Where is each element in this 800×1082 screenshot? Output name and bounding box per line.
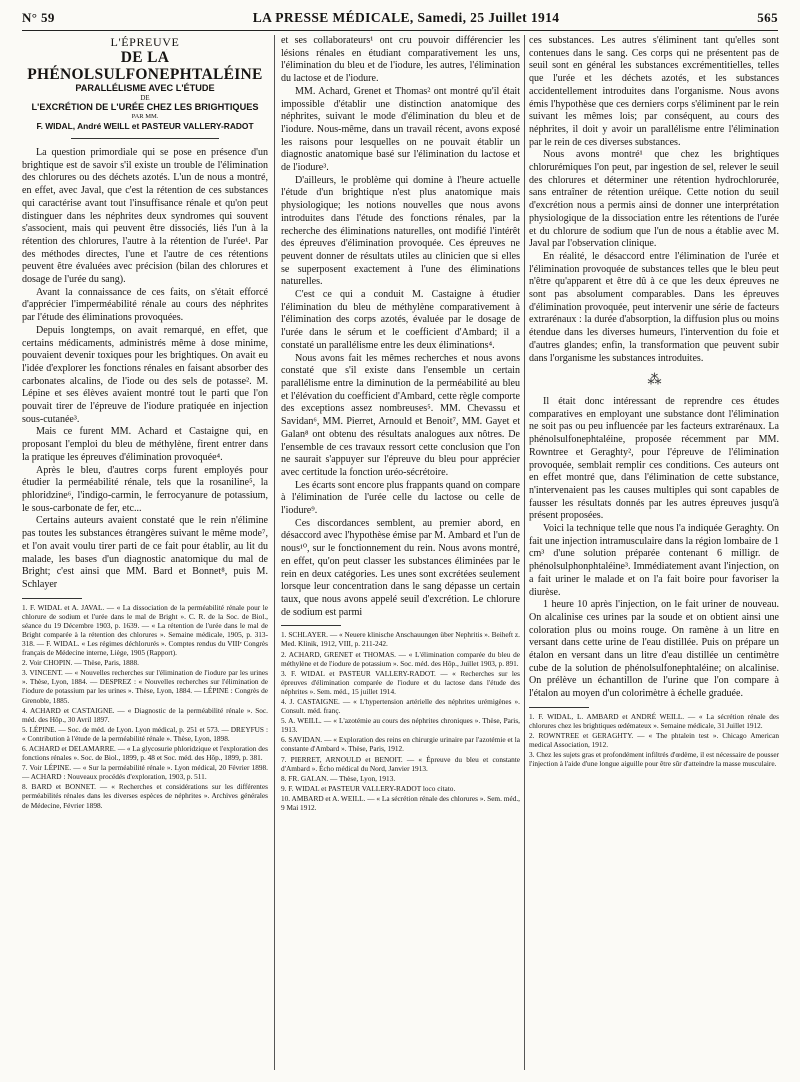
paragraph: 1 heure 10 après l'injection, on le fait uriner de nouveau. On alcalinise ces urines par la soude et on obtient ainsi une coloration plus ou moins rouge. On ramène à un litre en versant dans cette urine de l'eau distillée. Puis on prépare un étalon en versant dans un litre d'eau distillée un centimètre cube de la solution de phénolsulfonephtaléine; on alcalinise. On prélève un échantillon de l'urine que l'on compare à l'étalon au moyen d'un colorimètre à échelle graduée. — [529, 599, 779, 700]
article-title: DE LA PHÉNOLSULFONEPHTALÉINE — [27, 49, 263, 83]
paragraph: D'ailleurs, le problème qui domine à l'heure actuelle l'étude d'un brightique n'est plus anatomique mais physiologique; les notions nouvelles que nous avons introduites dans l'étude des fonctions rénales, par la recherche des éliminations naturelles, ont modifié l'intérêt des épreuves d'élimination provoquée. Ces épreuves ne peuvent donner de résultats utiles au clinicien que si elles se superposent exactement à l'une des éliminations naturelles. — [281, 174, 520, 288]
paragraph: Certains auteurs avaient constaté que le rein n'élimine pas toutes les substances étrangères suivant le même mode⁷, et l'on avait voulu tirer parti de ce fait pour établir, au lit du malade, les bases d'un diagnostic anatomique du mal de Bright; c'est ainsi que MM. Bard et Bonnet⁸, puis M. Schlayer — [22, 515, 268, 590]
footnote: 3. Chez les sujets gras et profondément infiltrés d'œdème, il est nécessaire de pousser l'injection à l'aide d'une longue aiguille pour être sûr d'atteindre la masse musculaire. — [529, 750, 779, 769]
paragraph: Depuis longtemps, on avait remarqué, en effet, que certains médicaments, administrés même à dose minime, pouvaient devenir toxiques pour les brightiques. On avait eu l'idée d'explorer les fonctions rénales en faisant absorber des carbonates alcalins, de l'iode ou des sels de potasse². M. Lépine et ses élèves avaient montré tout le parti que l'on pouvait tirer de l'épreuve de l'iodure pratiquée en injection sous-cutanée³. — [22, 324, 268, 425]
footnote: 3. F. WIDAL et PASTEUR VALLERY-RADOT. — « Recherches sur les épreuves d'élimination comparée de l'iodure et du lactose dans l'étude des néphrites ». Sem. méd., 15 juillet 1914. — [281, 668, 520, 696]
footnote: 10. AMBARD et A. WEILL. — « La sécrétion rénale des chlorures ». Sem. méd., 9 Mai 1912. — [281, 793, 520, 813]
footnote: 1. F. WIDAL et A. JAVAL. — « La dissociation de la perméabilité rénale pour le chlorure de sodium et l'urée dans le mal de Bright ». C. R. de la Soc. de Biol., séance du 19 Décembre 1903, p. 1639. — « La rétention de l'urée dans le mal de Bright comparée à la rétention des chlorures ». Semaine médicale, 1905, p. 313-318. — F. WIDAL. « Les régimes déchlorurés ». Comptes rendus du VIIIᵉ Congrès français de Médecine interne, Liège, 1905 (Rapport). — [22, 602, 268, 658]
page-header — [22, 7, 778, 29]
article-authors: F. WIDAL, André WEILL et PASTEUR VALLERY-RADOT — [36, 121, 254, 131]
header-rule — [22, 30, 778, 31]
paragraph: Les écarts sont encore plus frappants quand on compare à l'élimination de l'urée celle du lactose ou celle de l'iodure⁹. — [281, 479, 520, 517]
footnote-rule — [529, 707, 589, 708]
column-1 — [22, 35, 268, 1075]
paragraph: Il était donc intéressant de reprendre ces études comparatives en employant une substance dont l'élimination ne soit pas ou peu influencée par les facteurs extrarénaux. La phénolsulfonephtaléine, proposée récemment par MM. Rowntree et Geraghty², pour l'épreuve de l'élimination provoquée, semblait remplir ces conditions. Ces auteurs ont en effet montré que, dans l'élimination de cette substance, n'intervenaient pas les causes multiples qui sont capables de fausser les résultats donnés par les autres épreuves jusqu'à présent proposées. — [529, 395, 779, 522]
footnote: 7. PIERRET, ARNOULD et BENOIT. — « Épreuve du bleu et constante d'Ambard ». Écho médical du Nord, Janvier 1913. — [281, 754, 520, 773]
footnote: 2. ACHARD, GRENET et THOMAS. — « L'élimination comparée du bleu de méthylène et de l'iodure de potassium ». Soc. méd. des Hôp., Juillet 1903, p. 891. — [281, 649, 520, 668]
column-rule-1 — [274, 35, 275, 1070]
article-subtitle-2: L'EXCRÉTION DE L'URÉE CHEZ LES BRIGHTIQUES — [31, 102, 259, 112]
paragraph: Voici la technique telle que nous l'a indiquée Geraghty. On fait une injection intramusculaire dans la région lombaire de 1 cm³ d'une solution préparée contenant 6 milligr. de phénolsulphonphtaléine³. Immédiatement avant l'injection, on a fait uriner le malade et on l'a fait boire pour favoriser la diurèse. — [529, 523, 779, 598]
paragraph: ces substances. Les autres s'éliminent tant qu'elles sont contenues dans le sang. Ces corps qui ne présentent pas de seuil sont en général les substances excrémentitielles, telles que l'urée et les déchets azotés, et les substances accidentellement introduites dans l'organisme. Nous avons émis l'hypothèse que ces derniers corps s'éliminent par le rein suivant les mêmes lois; par conséquent, au cours des néphrites, il doit y avoir un parallélisme entre l'élimination par le rein de ces diverses substances. — [529, 35, 779, 148]
paragraph: MM. Achard, Grenet et Thomas² ont montré qu'il était impossible d'établir une distinction anatomique des néphrites, suivant le mode d'élimination du bleu et de l'iodure. Nous-même, dans un travail récent, avons exposé les raisons pour lesquelles on ne pouvait établir un diagnostic anatomique basé sur l'élimination du lactose et de l'iodure³. — [281, 85, 520, 174]
paragraph: Nous avons fait les mêmes recherches et nous avons constaté que s'il existe dans l'ensemble un certain parallélisme entre la diminution de la perméabilité au bleu et l'élévation du coefficient d'Ambard, cette règle comporte des exceptions assez nombreuses⁵. MM. Chevassu et Savidan⁶, MM. Pierret, Arnould et Benoit⁷, MM. Gayet et Galan⁸ ont obtenu des résultats analogues aux nôtres. De l'ensemble de ces travaux ressort cette conclusion que l'on ne saurait s'appuyer sur l'épreuve du bleu pour apprécier avec certitude la fonction uréo-sécrétoire. — [281, 352, 520, 478]
column-2 — [281, 35, 520, 1075]
footnote-rule — [22, 598, 82, 599]
footnote-rule — [281, 625, 341, 626]
journal-title: LA PRESSE MÉDICALE, Samedi, 25 Juillet 1914 — [252, 10, 560, 25]
section-separator-asterism: ⁂ — [647, 373, 661, 389]
footnote: 1. F. WIDAL, L. AMBARD et ANDRÉ WEILL. — « La sécrétion rénale des chlorures chez les brightiques œdémateux ». Semaine médicale, 31 Juillet 1912. — [529, 711, 779, 730]
footnote: 2. ROWNTREE et GERAGHTY. — « The phtalein test ». Chicago American medical Association, 1912. — [529, 731, 779, 750]
paragraph: Nous avons montré¹ que chez les brightiques chlorurémiques l'on peut, par ingestion de sel, relever le seuil des chlorures et déterminer une rétention hydrochlorurée, sans entraîner de rétention uréique. Cette notion du seuil d'excrétion nous a permis ainsi de donner une interprétation physiologique de la dissociation entre les rétentions de l'urée et du chlorure de sodium que l'un de nous a établie avec M. Javal par l'observation clinique. — [529, 149, 779, 250]
article-kicker: L'ÉPREUVE — [110, 35, 180, 49]
article-de: DE — [140, 94, 150, 102]
footnote: 8. BARD et BONNET. — « Recherches et considérations sur les différentes perméabilités rénales dans les diverses espèces de néphrites ». Archives générales de Médecine, Février 1898. — [22, 782, 268, 810]
footnote: 2. Voir CHOPIN. — Thèse, Paris, 1888. — [22, 658, 139, 668]
footnote: 8. FR. GALAN. — Thèse, Lyon, 1913. — [281, 773, 396, 783]
paragraph: Mais ce furent MM. Achard et Castaigne qui, en proposant l'emploi du bleu de méthylène, firent entrer dans la pratique les épreuves d'élimination provoquée⁴. — [22, 426, 268, 463]
column-3 — [529, 35, 779, 1075]
paragraph: Avant la connaissance de ces faits, on s'était efforcé d'apprécier l'imperméabilité rénale au cours des néphrites par l'étude des éliminations provoquées. — [22, 286, 268, 324]
footnote: 6. ACHARD et DELAMARRE. — « La glycosurie phloridzique et l'exploration des fonctions rénales ». Soc. de Biol., 1899, p. 48 et Soc. méd. des Hôp., 1899, p. 381. — [22, 744, 268, 763]
issue-number: N° 59 — [22, 10, 55, 25]
paragraph: et ses collaborateurs¹ ont cru pouvoir différencier les lésions rénales en étudiant comparativement les uns, l'élimination du bleu et de l'iodure, les autres, l'élimination du lactose et de l'iodure. — [281, 35, 520, 85]
footnote: 9. F. WIDAL et PASTEUR VALLERY-RADOT loco citato. — [281, 783, 456, 793]
paragraph: La question primordiale qui se pose en présence d'un brightique est de savoir s'il existe un trouble de l'élimination des chlorures ou des déchets azotés. L'un de nous a montré, en effet, avec Javal, que c'est la rétention de ces substances qui caractérise avant tout l'insuffisance rénale et qu'on peut distinguer dans les néphrites deux syndromes qui souvent s'associent, mais qui peuvent être dissociés, liés l'un à la rétention des chlorures, l'autre à la rétention de l'urée¹. Par des méthodes directes, l'une et l'autre de ces rétentions peuvent être évaluées avec précision (bilan des chlorures et dosage de l'urée du sang). — [22, 147, 268, 286]
page-number: 565 — [757, 10, 778, 25]
footnote: 1. SCHLAYER. — « Neuere klinische Anschauungen über Nephritis ». Beiheft z. Med. Klinik, 1912, VIII, p. 211-242. — [281, 630, 520, 649]
heading-rule — [71, 138, 219, 139]
paragraph: Après le bleu, d'autres corps furent employés pour étudier la perméabilité rénale, tels que la rosaniline⁵, la phloridzine⁶, l'indigo-carmin, le ferrocyanure de potassium, le sous-carbonate de fer, etc... — [22, 464, 268, 514]
footnote: 4. J. CASTAIGNE. — « L'hypertension artérielle des néphrites urémigènes ». Consult. méd. franç. — [281, 697, 520, 716]
article-heading — [22, 35, 268, 139]
paragraph: En réalité, le désaccord entre l'élimination de l'urée et l'élimination provoquée de substances telles que le bleu peut n'être qu'apparent et être dû à ce que les deux épreuves ne sont pas absolument comparables. Dans les épreuves d'élimination provoquée, peut intervenir une série de facteurs extrarénaux : la durée d'absorption, la diffusion plus ou moins étendue dans les diverses humeurs, l'intervention du foie et d'autres glandes; enfin, la transformation que peuvent subir dans l'organisme les substances introduites. — [529, 250, 779, 364]
article-par: PAR MM. — [131, 113, 159, 120]
column-rule-2 — [524, 35, 525, 1070]
footnote: 7. Voir LÉPINE. — « Sur la perméabilité rénale ». Lyon médical, 20 Février 1898. — ACHARD : Nouveaux procédés d'exploration, 1903, p. 511. — [22, 763, 268, 782]
footnote: 4. ACHARD et CASTAIGNE. — « Diagnostic de la perméabilité rénale ». Soc. méd. des Hôp., 30 Avril 1897. — [22, 705, 268, 724]
footnote: 5. A. WEILL. — « L'azotémie au cours des néphrites chroniques ». Thèse, Paris, 1913. — [281, 716, 520, 735]
footnote: 6. SAVIDAN. — « Exploration des reins en chirurgie urinaire par l'azotémie et la constante d'Ambard ». Thèse, Paris, 1912. — [281, 735, 520, 754]
paragraph: C'est ce qui a conduit M. Castaigne à étudier l'élimination du bleu de méthylène comparativement à l'élimination des corps azotés, évaluée par le dosage de l'urée dans le sérum et le coefficient d'Ambard; il a constaté un parallélisme entre les deux éliminations⁴. — [281, 289, 520, 351]
footnote: 5. LÉPINE. — Soc. de méd. de Lyon. Lyon médical, p. 251 et 573. — DREYFUS : « Contribution à l'étude de la perméabilité rénale ». Thèse, Lyon, 1898. — [22, 724, 268, 743]
article-subtitle-1: PARALLÉLISME AVEC L'ÉTUDE — [75, 83, 215, 93]
paragraph: Ces discordances semblent, au premier abord, en désaccord avec l'hypothèse émise par M. Ambard et l'un de nous¹⁰, sur le fonctionnement du rein. Nous avons montré, en effet, qu'on peut classer les substances éliminées par le rein en deux catégories. Les unes sont excrétées seulement lorsque leur concentration dans le sang dépasse un certain taux, que nous avons appelé seuil d'excrétion. Le chlorure de sodium est parmi — [281, 517, 520, 618]
footnote: 3. VINCENT. — « Nouvelles recherches sur l'élimination de l'iodure par les urines ». Thèse, Lyon, 1884. — DESPREZ : « Nouvelles recherches sur l'élimination de l'iodure de potassium par les urines ». Thèse, Lyon, 1884. — LÉPINE : Congrès de Grenoble, 1885. — [22, 668, 268, 705]
